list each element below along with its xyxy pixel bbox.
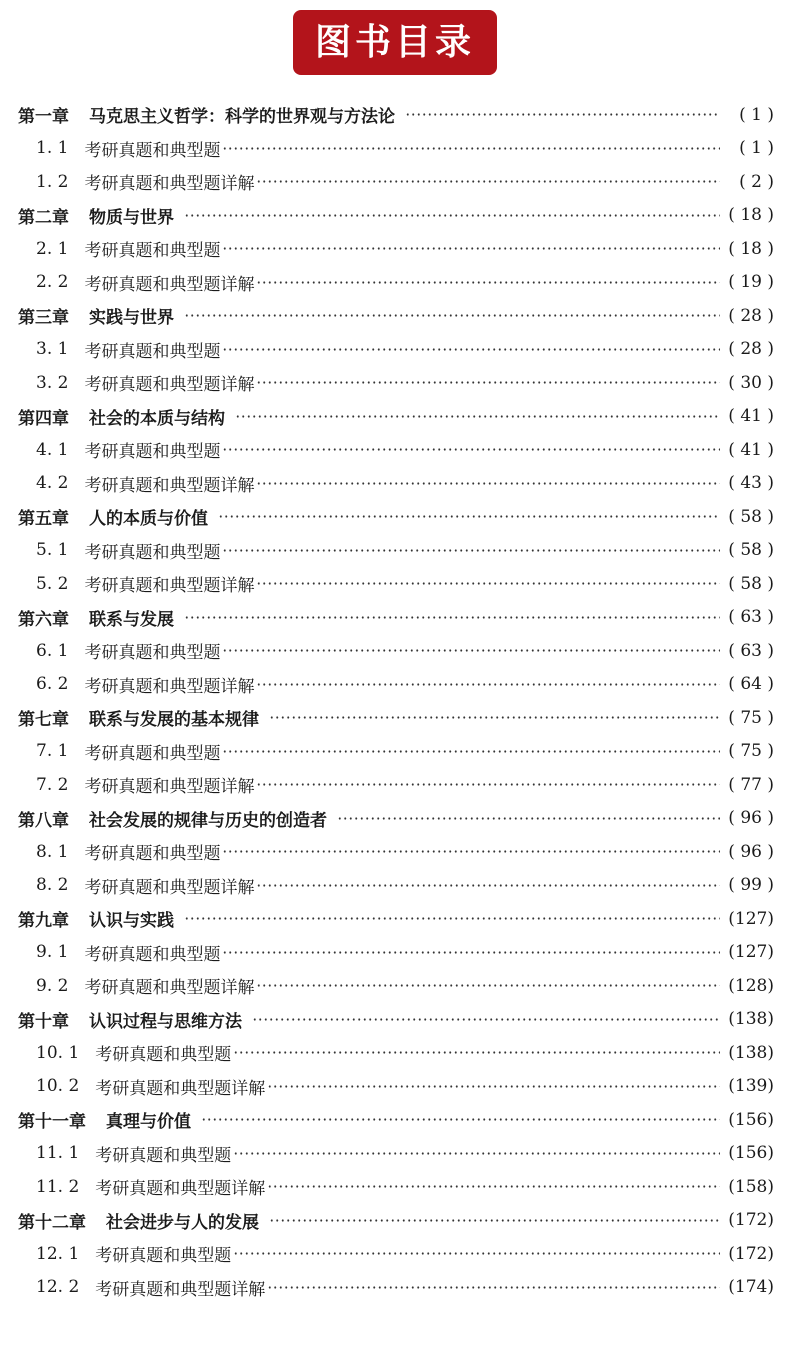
page-number: (158) bbox=[728, 1176, 774, 1197]
section-number: 5. 2 bbox=[36, 573, 69, 594]
toc-section-row bbox=[18, 1036, 774, 1070]
table-of-contents bbox=[18, 98, 774, 1304]
toc-chapter-row bbox=[18, 1103, 774, 1137]
section-title: 考研真题和典型题详解 bbox=[84, 676, 255, 697]
toc-chapter-row bbox=[18, 1003, 774, 1037]
section-title: 考研真题和典型题详解 bbox=[95, 1078, 266, 1099]
toc-chapter-row bbox=[18, 299, 774, 333]
page-title: 图书目录 bbox=[293, 10, 497, 75]
section-title: 考研真题和典型题 bbox=[95, 1045, 232, 1066]
chapter-number: 第二章 bbox=[18, 207, 69, 228]
chapter-number: 第八章 bbox=[18, 810, 69, 831]
dot-leader bbox=[222, 843, 720, 860]
section-number: 4. 1 bbox=[36, 439, 69, 460]
toc-chapter-row bbox=[18, 400, 774, 434]
dot-leader bbox=[267, 1178, 720, 1195]
page-number: (174) bbox=[728, 1277, 774, 1298]
dot-leader bbox=[222, 140, 720, 157]
page-number: (127) bbox=[728, 942, 774, 963]
section-number: 7. 1 bbox=[36, 741, 69, 762]
dot-leader bbox=[222, 944, 720, 961]
section-title: 考研真题和典型题详解 bbox=[84, 274, 255, 295]
page-number: ( 41 ) bbox=[728, 406, 774, 427]
toc-section-row bbox=[18, 1137, 774, 1171]
section-title: 考研真题和典型题详解 bbox=[84, 978, 255, 999]
chapter-number: 第四章 bbox=[18, 408, 69, 429]
toc-chapter-row bbox=[18, 500, 774, 534]
toc-section-row bbox=[18, 1271, 774, 1305]
toc-section-row bbox=[18, 1237, 774, 1271]
page-number: ( 99 ) bbox=[728, 875, 774, 896]
toc-chapter-row bbox=[18, 802, 774, 836]
section-number: 2. 2 bbox=[36, 272, 69, 293]
dot-leader bbox=[222, 240, 720, 257]
dot-leader bbox=[222, 341, 720, 358]
toc-section-row bbox=[18, 567, 774, 601]
section-number: 2. 1 bbox=[36, 238, 69, 259]
chapter-number: 第九章 bbox=[18, 911, 69, 932]
toc-chapter-row bbox=[18, 601, 774, 635]
chapter-title: 认识与实践 bbox=[89, 911, 174, 932]
toc-chapter-row bbox=[18, 902, 774, 936]
section-title: 考研真题和典型题 bbox=[84, 442, 221, 463]
section-title: 考研真题和典型题 bbox=[84, 643, 221, 664]
dot-leader bbox=[267, 1279, 720, 1296]
section-number: 8. 2 bbox=[36, 875, 69, 896]
toc-section-row bbox=[18, 534, 774, 568]
dot-leader bbox=[256, 877, 720, 894]
page-number: (128) bbox=[728, 975, 774, 996]
toc-section-row bbox=[18, 936, 774, 970]
chapter-number: 第六章 bbox=[18, 609, 69, 630]
section-number: 6. 1 bbox=[36, 640, 69, 661]
section-title: 考研真题和典型题详解 bbox=[95, 1179, 266, 1200]
page-number: (127) bbox=[728, 908, 774, 929]
toc-chapter-row bbox=[18, 98, 774, 132]
toc-section-row bbox=[18, 735, 774, 769]
dot-leader bbox=[233, 1245, 720, 1262]
page-number: ( 1 ) bbox=[739, 104, 774, 125]
section-number: 10. 1 bbox=[36, 1042, 80, 1063]
page-number: ( 58 ) bbox=[728, 540, 774, 561]
dot-leader bbox=[235, 408, 720, 425]
page-number: (138) bbox=[728, 1009, 774, 1030]
dot-leader bbox=[252, 1011, 720, 1028]
section-number: 9. 2 bbox=[36, 975, 69, 996]
section-number: 7. 2 bbox=[36, 774, 69, 795]
section-title: 考研真题和典型题详解 bbox=[84, 174, 255, 195]
dot-leader bbox=[337, 810, 720, 827]
chapter-number: 第五章 bbox=[18, 509, 69, 530]
toc-section-row bbox=[18, 333, 774, 367]
chapter-number: 第三章 bbox=[18, 308, 69, 329]
page-number: ( 18 ) bbox=[728, 238, 774, 259]
dot-leader bbox=[256, 274, 720, 291]
toc-section-row bbox=[18, 366, 774, 400]
toc-section-row bbox=[18, 634, 774, 668]
dot-leader bbox=[233, 1145, 720, 1162]
toc-section-row bbox=[18, 869, 774, 903]
page-number: ( 2 ) bbox=[739, 171, 774, 192]
section-number: 11. 2 bbox=[36, 1176, 80, 1197]
section-number: 3. 2 bbox=[36, 372, 69, 393]
section-number: 3. 1 bbox=[36, 339, 69, 360]
dot-leader bbox=[222, 441, 720, 458]
toc-section-row bbox=[18, 835, 774, 869]
page-number: ( 41 ) bbox=[728, 439, 774, 460]
chapter-number: 第十二章 bbox=[18, 1212, 86, 1233]
dot-leader bbox=[256, 575, 720, 592]
dot-leader bbox=[405, 106, 720, 123]
toc-section-row bbox=[18, 1070, 774, 1104]
toc-section-row bbox=[18, 433, 774, 467]
chapter-number: 第七章 bbox=[18, 710, 69, 731]
toc-section-row bbox=[18, 768, 774, 802]
toc-chapter-row bbox=[18, 199, 774, 233]
section-number: 9. 1 bbox=[36, 942, 69, 963]
page-number: ( 75 ) bbox=[728, 707, 774, 728]
header bbox=[0, 10, 790, 75]
section-title: 考研真题和典型题详解 bbox=[84, 777, 255, 798]
page-number: (172) bbox=[728, 1243, 774, 1264]
section-title: 考研真题和典型题详解 bbox=[84, 375, 255, 396]
section-title: 考研真题和典型题 bbox=[84, 844, 221, 865]
toc-section-row bbox=[18, 668, 774, 702]
toc-section-row bbox=[18, 1170, 774, 1204]
section-number: 12. 2 bbox=[36, 1277, 80, 1298]
dot-leader bbox=[184, 207, 720, 224]
dot-leader bbox=[222, 743, 720, 760]
chapter-title: 认识过程与思维方法 bbox=[89, 1011, 242, 1032]
dot-leader bbox=[256, 776, 720, 793]
section-title: 考研真题和典型题 bbox=[84, 944, 221, 965]
section-title: 考研真题和典型题 bbox=[84, 542, 221, 563]
page-number: ( 77 ) bbox=[728, 774, 774, 795]
chapter-title: 马克思主义哲学：科学的世界观与方法论 bbox=[89, 107, 395, 128]
section-title: 考研真题和典型题 bbox=[84, 341, 221, 362]
dot-leader bbox=[256, 676, 720, 693]
toc-chapter-row bbox=[18, 701, 774, 735]
page-number: ( 96 ) bbox=[728, 841, 774, 862]
dot-leader bbox=[256, 173, 720, 190]
section-title: 考研真题和典型题详解 bbox=[95, 1279, 266, 1300]
chapter-title: 社会进步与人的发展 bbox=[106, 1212, 259, 1233]
dot-leader bbox=[267, 1078, 720, 1095]
dot-leader bbox=[256, 374, 720, 391]
toc-chapter-row bbox=[18, 1204, 774, 1238]
toc-section-row bbox=[18, 165, 774, 199]
chapter-title: 社会发展的规律与历史的创造者 bbox=[89, 810, 327, 831]
section-number: 6. 2 bbox=[36, 674, 69, 695]
chapter-title: 真理与价值 bbox=[106, 1112, 191, 1133]
page-number: (138) bbox=[728, 1042, 774, 1063]
section-number: 8. 1 bbox=[36, 841, 69, 862]
toc-section-row bbox=[18, 467, 774, 501]
page-number: ( 64 ) bbox=[728, 674, 774, 695]
dot-leader bbox=[184, 609, 720, 626]
page-number: ( 63 ) bbox=[728, 607, 774, 628]
section-number: 12. 1 bbox=[36, 1243, 80, 1264]
dot-leader bbox=[269, 709, 720, 726]
section-title: 考研真题和典型题 bbox=[95, 1145, 232, 1166]
section-title: 考研真题和典型题详解 bbox=[84, 576, 255, 597]
dot-leader bbox=[184, 910, 720, 927]
chapter-title: 实践与世界 bbox=[89, 308, 174, 329]
page-number: (156) bbox=[728, 1143, 774, 1164]
chapter-title: 社会的本质与结构 bbox=[89, 408, 225, 429]
page-number: ( 30 ) bbox=[728, 372, 774, 393]
page-number: ( 28 ) bbox=[728, 305, 774, 326]
dot-leader bbox=[256, 475, 720, 492]
section-number: 1. 1 bbox=[36, 138, 69, 159]
toc-section-row bbox=[18, 132, 774, 166]
chapter-title: 物质与世界 bbox=[89, 207, 174, 228]
chapter-number: 第十章 bbox=[18, 1011, 69, 1032]
section-title: 考研真题和典型题 bbox=[84, 743, 221, 764]
dot-leader bbox=[201, 1111, 720, 1128]
page-number: ( 28 ) bbox=[728, 339, 774, 360]
section-title: 考研真题和典型题 bbox=[95, 1246, 232, 1267]
chapter-title: 人的本质与价值 bbox=[89, 509, 208, 530]
dot-leader bbox=[222, 542, 720, 559]
page-number: ( 75 ) bbox=[728, 741, 774, 762]
toc-section-row bbox=[18, 969, 774, 1003]
section-title: 考研真题和典型题 bbox=[84, 140, 221, 161]
section-number: 11. 1 bbox=[36, 1143, 80, 1164]
dot-leader bbox=[218, 508, 720, 525]
section-number: 1. 2 bbox=[36, 171, 69, 192]
chapter-title: 联系与发展的基本规律 bbox=[89, 710, 259, 731]
page-number: (172) bbox=[728, 1210, 774, 1231]
page-number: (156) bbox=[728, 1109, 774, 1130]
dot-leader bbox=[233, 1044, 720, 1061]
page-number: ( 1 ) bbox=[739, 138, 774, 159]
toc-section-row bbox=[18, 232, 774, 266]
chapter-title: 联系与发展 bbox=[89, 609, 174, 630]
chapter-number: 第十一章 bbox=[18, 1112, 86, 1133]
page-number: ( 63 ) bbox=[728, 640, 774, 661]
page-number: ( 96 ) bbox=[728, 808, 774, 829]
section-title: 考研真题和典型题详解 bbox=[84, 877, 255, 898]
dot-leader bbox=[269, 1212, 720, 1229]
dot-leader bbox=[184, 307, 720, 324]
section-number: 10. 2 bbox=[36, 1076, 80, 1097]
toc-section-row bbox=[18, 266, 774, 300]
section-number: 4. 2 bbox=[36, 473, 69, 494]
page-number: ( 19 ) bbox=[728, 272, 774, 293]
page-number: ( 18 ) bbox=[728, 205, 774, 226]
dot-leader bbox=[222, 642, 720, 659]
page-number: ( 58 ) bbox=[728, 573, 774, 594]
section-title: 考研真题和典型题详解 bbox=[84, 475, 255, 496]
page-number: ( 43 ) bbox=[728, 473, 774, 494]
dot-leader bbox=[256, 977, 720, 994]
page-number: (139) bbox=[728, 1076, 774, 1097]
page-number: ( 58 ) bbox=[728, 506, 774, 527]
chapter-number: 第一章 bbox=[18, 107, 69, 128]
section-title: 考研真题和典型题 bbox=[84, 241, 221, 262]
section-number: 5. 1 bbox=[36, 540, 69, 561]
